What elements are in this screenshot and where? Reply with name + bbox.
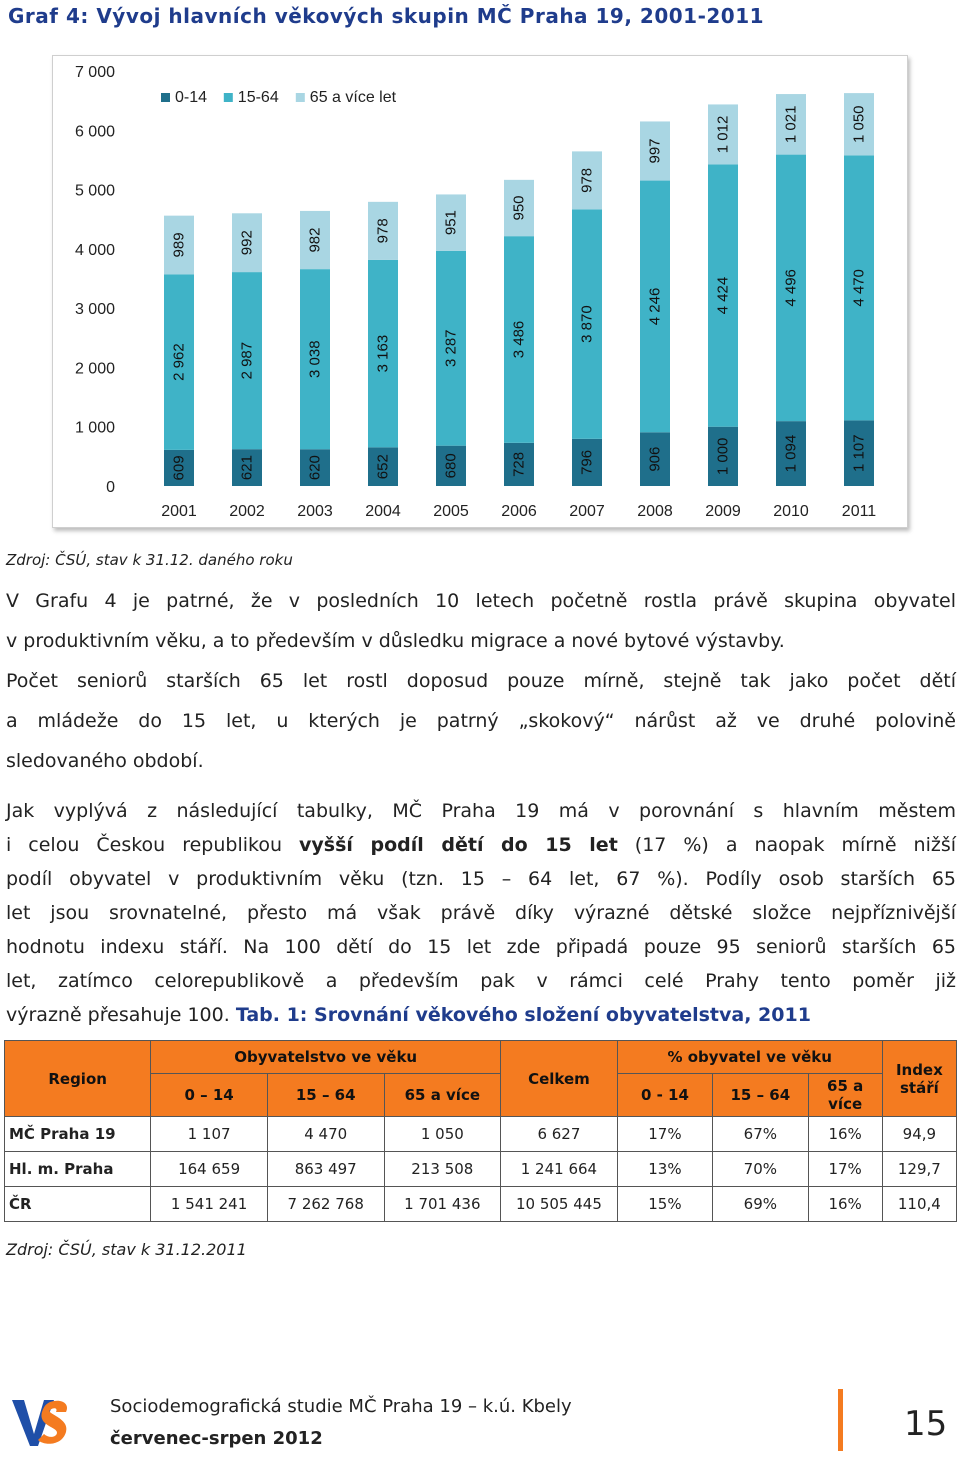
data-label: 1 021: [782, 105, 800, 144]
cell-15-64: 4 470: [267, 1117, 384, 1152]
header-pct-65-plus: 65 a více: [808, 1074, 882, 1117]
table-row: [5, 1117, 957, 1152]
paragraph-2-line-1: Počet seniorů starších 65 let rostl doposud pouze mírně, stejně tak jako počet dětí: [6, 670, 956, 692]
data-label: 1 000: [714, 437, 732, 476]
cell-pct-65-plus: 16%: [808, 1117, 882, 1152]
cell-pct-0-14: 15%: [617, 1187, 712, 1222]
data-label: 992: [238, 230, 256, 256]
y-tick-label: 0: [106, 479, 115, 496]
table-row: [5, 1187, 957, 1222]
header-15-64: 15 – 64: [267, 1074, 384, 1117]
data-label: 2 962: [170, 343, 188, 381]
cell-total: 10 505 445: [501, 1187, 618, 1222]
data-label: 4 424: [714, 276, 732, 315]
y-tick-label: 4 000: [74, 241, 115, 259]
paragraph-3-line-3: podíl obyvatel v produktivním věku (tzn. 15 – 64 let, 67 %). Podíly osob starších 65: [6, 868, 956, 890]
x-tick-label: 2008: [637, 503, 673, 520]
cell-index: 129,7: [882, 1152, 956, 1187]
cell-15-64: 7 262 768: [267, 1187, 384, 1222]
figure-title: Graf 4: Vývoj hlavních věkových skupin MČ Praha 19, 2001-2011: [8, 4, 765, 28]
cell-region: ČR: [5, 1187, 151, 1222]
x-tick-label: 2004: [365, 503, 401, 520]
header-total: Celkem: [501, 1041, 618, 1117]
y-tick-label: 1 000: [74, 419, 115, 437]
data-label: 4 470: [850, 269, 868, 307]
cell-index: 94,9: [882, 1117, 956, 1152]
x-tick-label: 2007: [569, 503, 605, 520]
data-label: 997: [646, 138, 664, 164]
cell-65-plus: 1 701 436: [384, 1187, 501, 1222]
cell-15-64: 863 497: [267, 1152, 384, 1187]
logo-icon: [10, 1394, 72, 1449]
paragraph-1-line-2: v produktivním věku, a to především v důsledku migrace a nové bytové výstavby.: [6, 630, 785, 652]
data-label: 728: [510, 451, 528, 477]
cell-pct-0-14: 13%: [617, 1152, 712, 1187]
data-label: 620: [306, 455, 324, 481]
header-pct-0-14: 0 - 14: [617, 1074, 712, 1117]
cell-pct-15-64: 70%: [713, 1152, 808, 1187]
header-region: Region: [5, 1041, 151, 1117]
footer-study-title: Sociodemografická studie MČ Praha 19 – k.ú. Kbely: [110, 1396, 572, 1417]
y-tick-label: 6 000: [74, 123, 115, 141]
legend-label: 65 a více let: [309, 89, 397, 106]
cell-pct-65-plus: 17%: [808, 1152, 882, 1187]
data-label: 609: [170, 455, 188, 481]
data-label: 3 486: [510, 320, 528, 359]
header-65-plus: 65 a více: [384, 1074, 501, 1117]
data-label: 3 163: [374, 334, 392, 373]
data-label: 796: [578, 449, 596, 475]
x-tick-label: 2003: [297, 503, 333, 520]
cell-total: 6 627: [501, 1117, 618, 1152]
data-label: 978: [374, 218, 392, 244]
cell-region: Hl. m. Praha: [5, 1152, 151, 1187]
cell-65-plus: 213 508: [384, 1152, 501, 1187]
paragraph-3-line-5: hodnotu indexu stáří. Na 100 dětí do 15 let zde připadá pouze 95 seniorů starších 65: [6, 936, 956, 958]
header-pct-15-64: 15 – 64: [713, 1074, 808, 1117]
data-label: 4 246: [646, 287, 664, 326]
x-tick-label: 2011: [841, 503, 877, 520]
paragraph-3-line-2: [6, 834, 956, 856]
age-comparison-table: [4, 1040, 957, 1222]
page-number: 15: [904, 1404, 948, 1444]
p3-text: (17 %) a naopak mírně nižší: [617, 834, 956, 856]
cell-total: 1 241 664: [501, 1152, 618, 1187]
header-population-group: Obyvatelstvo ve věku: [151, 1041, 501, 1074]
x-tick-label: 2005: [433, 503, 469, 520]
legend-swatch: [296, 93, 305, 102]
y-tick-label: 5 000: [74, 182, 115, 200]
data-label: 982: [306, 227, 324, 253]
paragraph-3-line-6: let, zatímco celorepublikově a především pak v rámci celé Prahy tento poměr již: [6, 970, 956, 992]
cell-65-plus: 1 050: [384, 1117, 501, 1152]
header-index: Index stáří: [882, 1041, 956, 1117]
table-source: Zdroj: ČSÚ, stav k 31.12.2011: [6, 1240, 247, 1259]
data-label: 2 987: [238, 341, 256, 380]
legend-swatch: [161, 93, 170, 102]
data-label: 680: [442, 453, 460, 479]
table-title: Tab. 1: Srovnání věkového složení obyvatelstva, 2011: [235, 1004, 811, 1026]
chart-source: Zdroj: ČSÚ, stav k 31.12. daného roku: [6, 551, 293, 569]
y-tick-label: 3 000: [74, 301, 115, 319]
cell-0-14: 1 107: [151, 1117, 268, 1152]
cell-index: 110,4: [882, 1187, 956, 1222]
legend-label: 0-14: [175, 89, 208, 106]
data-label: 978: [578, 167, 596, 193]
footer-accent-bar: [838, 1389, 843, 1451]
footer-date: červenec-srpen 2012: [110, 1428, 323, 1449]
data-label: 4 496: [782, 269, 800, 307]
chart-svg: [53, 56, 909, 529]
cell-region: MČ Praha 19: [5, 1117, 151, 1152]
data-label: 652: [374, 454, 392, 480]
paragraph-2-line-2: a mládeže do 15 let, u kterých je patrný „skokový“ nárůst až ve druhé polovině: [6, 710, 956, 732]
data-label: 1 012: [714, 115, 732, 154]
y-tick-label: 7 000: [74, 64, 115, 81]
legend-label: 15-64: [237, 89, 279, 106]
paragraph-3-line-4: let jsou srovnatelné, přesto má však právě díky výrazné dětské složce nejpříznivější: [6, 902, 956, 924]
data-label: 1 050: [850, 105, 868, 144]
x-tick-label: 2009: [705, 503, 741, 520]
cell-pct-15-64: 67%: [713, 1117, 808, 1152]
cell-pct-65-plus: 16%: [808, 1187, 882, 1222]
x-tick-label: 2006: [501, 503, 537, 520]
data-label: 3 287: [442, 329, 460, 368]
cell-0-14: 164 659: [151, 1152, 268, 1187]
header-percent-group: % obyvatel ve věku: [617, 1041, 882, 1074]
data-label: 3 038: [306, 340, 324, 378]
data-label: 989: [170, 232, 188, 258]
x-tick-label: 2010: [773, 503, 809, 520]
p3-text: výrazně přesahuje 100.: [6, 1004, 236, 1026]
cell-0-14: 1 541 241: [151, 1187, 268, 1222]
header-0-14: 0 – 14: [151, 1074, 268, 1117]
legend-swatch: [224, 93, 233, 102]
paragraph-1-line-1: V Grafu 4 je patrné, že v posledních 10 letech početně rostla právě skupina obyvatel: [6, 590, 956, 612]
data-label: 1 107: [850, 434, 868, 472]
x-tick-label: 2001: [161, 503, 197, 520]
p3-highlight: vyšší podíl dětí do 15 let: [299, 834, 618, 856]
paragraph-2-line-3: sledovaného období.: [6, 750, 204, 772]
x-tick-label: 2002: [229, 503, 265, 520]
data-label: 906: [646, 446, 664, 472]
stacked-bar-chart: [52, 55, 908, 528]
data-label: 621: [238, 455, 256, 481]
cell-pct-15-64: 69%: [713, 1187, 808, 1222]
data-label: 951: [442, 210, 460, 236]
paragraph-3-line-7: [6, 1004, 956, 1026]
cell-pct-0-14: 17%: [617, 1117, 712, 1152]
data-label: 950: [510, 195, 528, 221]
data-label: 1 094: [782, 434, 800, 473]
table-row: [5, 1152, 957, 1187]
data-label: 3 870: [578, 305, 596, 343]
y-tick-label: 2 000: [74, 360, 115, 378]
p3-text: i celou Českou republikou: [6, 834, 300, 856]
paragraph-3-line-1: Jak vyplývá z následující tabulky, MČ Praha 19 má v porovnání s hlavním městem: [6, 800, 956, 822]
